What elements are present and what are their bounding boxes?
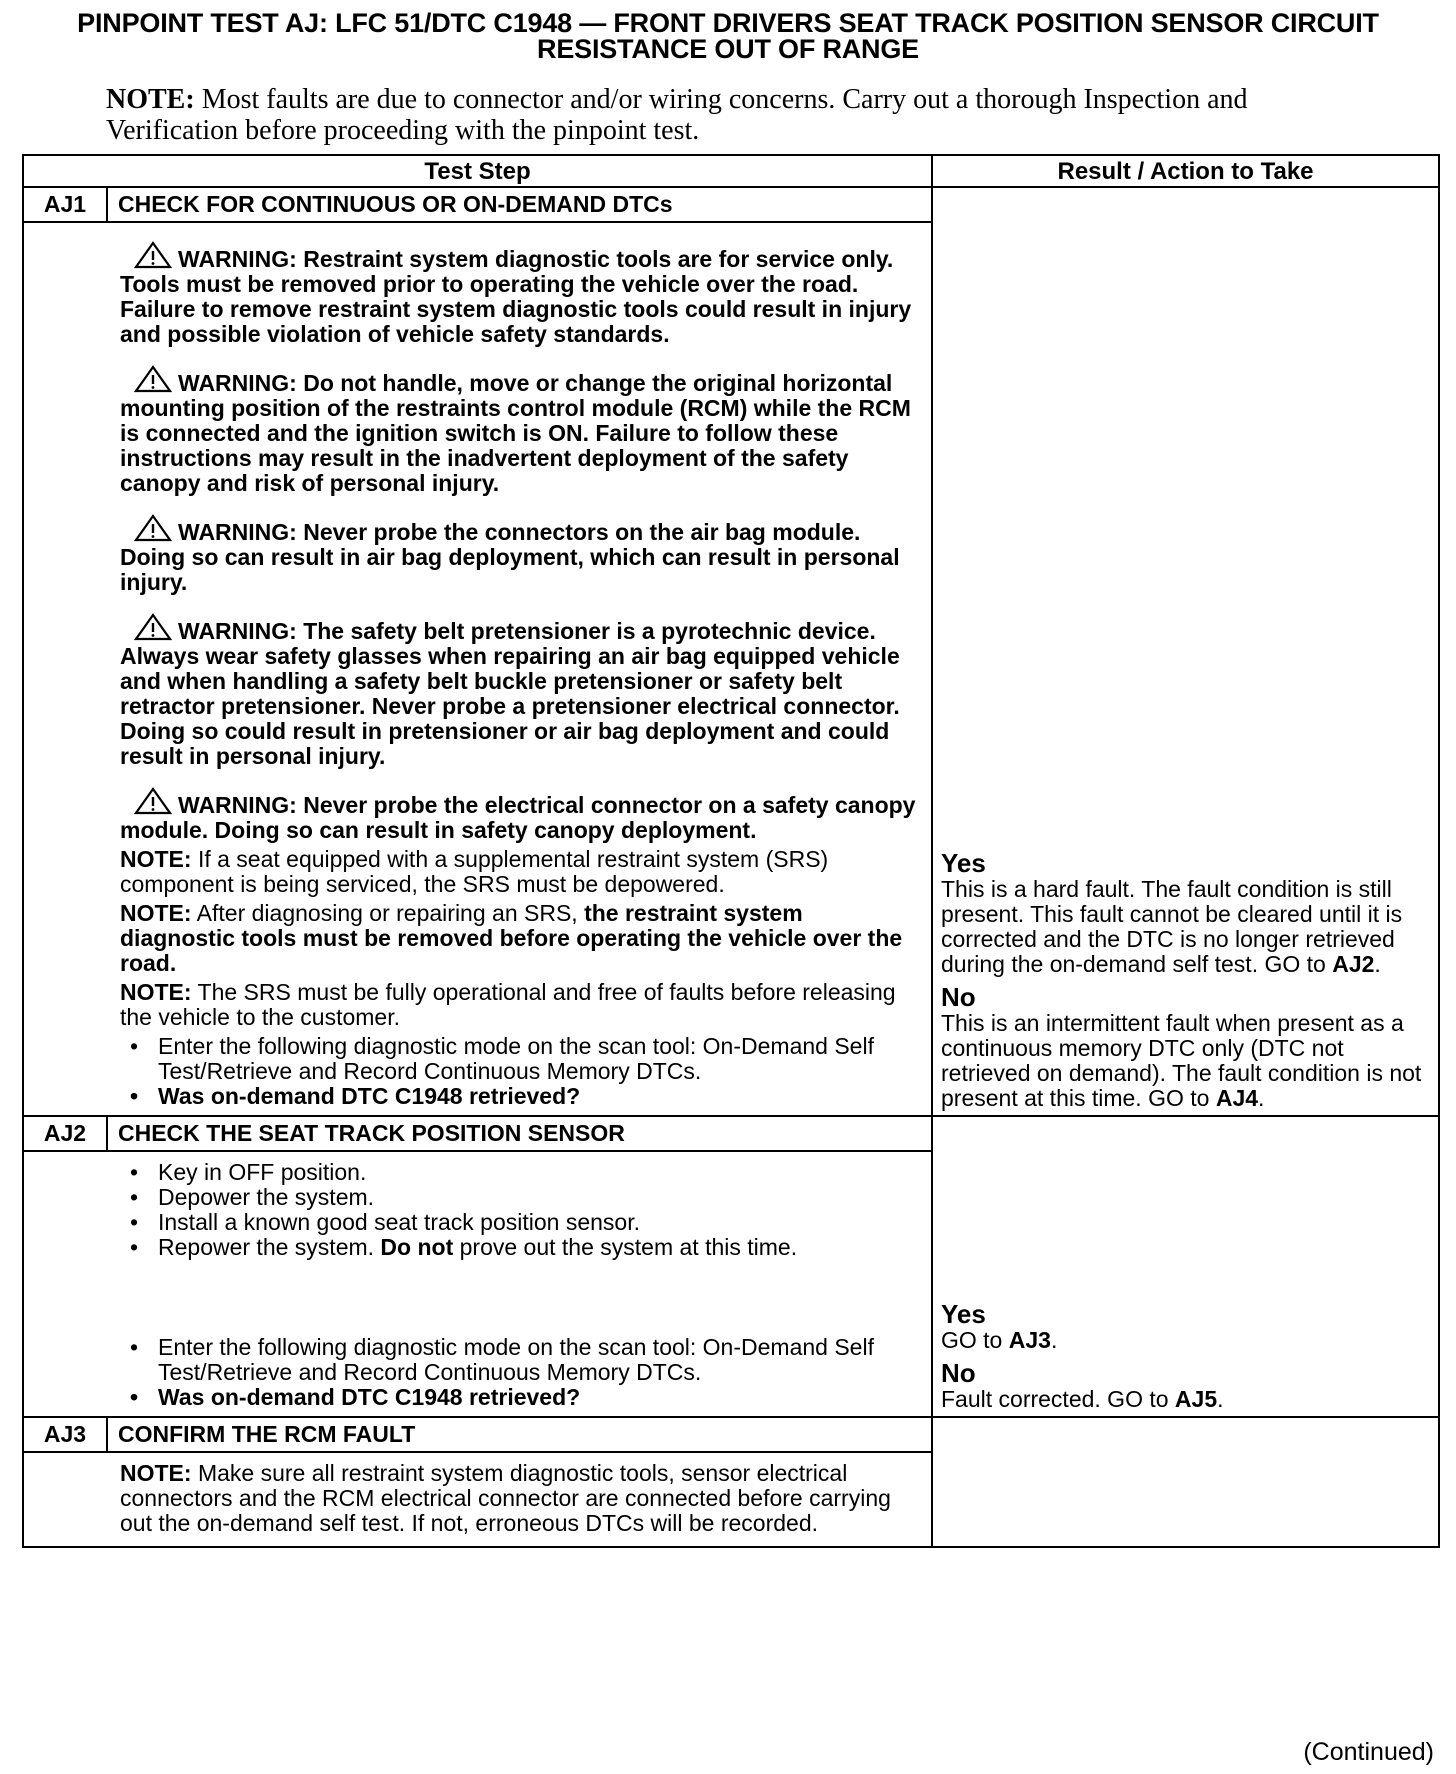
- aj2-step-title: CHECK THE SEAT TRACK POSITION SENSOR: [107, 1116, 932, 1151]
- warning-triangle-icon: [134, 514, 172, 542]
- warning-triangle-icon: [134, 613, 172, 641]
- aj1-no-goto: AJ4: [1215, 1085, 1259, 1111]
- aj2-bullet-6: • Was on-demand DTC C1948 retrieved?: [120, 1385, 919, 1410]
- aj3-result-cell: [932, 1417, 1439, 1547]
- aj1-yes-text: This is a hard fault. The fault condition is still present. This fault cannot be cleared until it is corrected and the DTC is no longer retrieved during the on-demand self test. GO to AJ2.: [941, 876, 1403, 977]
- aj1-no-text: This is an intermittent fault when present as a continuous memory DTC only (DTC not retrieved on demand). The fault condition is not present at this time. GO to AJ4.: [941, 1010, 1422, 1111]
- aj1-yes-label: Yes: [941, 848, 986, 878]
- aj1-no-label: No: [941, 982, 976, 1012]
- table-header-row: [23, 155, 1439, 187]
- intro-note: [106, 84, 1386, 146]
- aj1-bullet-list: [120, 1034, 919, 1109]
- title-line-1: PINPOINT TEST AJ: LFC 51/DTC C1948 — FRONT DRIVERS SEAT TRACK POSITION SENSOR CIRCUIT: [77, 8, 1379, 38]
- intro-note-text: Most faults are due to connector and/or wiring concerns. Carry out a thorough Inspection and Verification before proceeding with the pinpoint test.: [106, 84, 1248, 146]
- aj1-bullet-1: • Enter the following diagnostic mode on the scan tool: On-Demand Self Test/Retrieve and Record Continuous Memory DTCs.: [120, 1034, 919, 1084]
- aj2-bullet-list-2: [120, 1335, 919, 1410]
- page-title: [0, 10, 1456, 62]
- aj1-result-cell: [932, 187, 1439, 1116]
- pinpoint-test-table: [22, 154, 1440, 1548]
- aj2-result-cell: [932, 1116, 1439, 1417]
- aj3-body: [23, 1452, 932, 1547]
- aj2-yes-goto: AJ3: [1008, 1327, 1051, 1353]
- aj3-title-row: [23, 1417, 1439, 1452]
- aj3-note: NOTE: Make sure all restraint system diagnostic tools, sensor electrical connectors and the RCM electrical connector are connected before carrying out the on-demand self test. If not, erroneous DTCs will be recorded.: [120, 1460, 891, 1536]
- aj1-note-3: NOTE: The SRS must be fully operational and free of faults before releasing the vehicle to the customer.: [120, 979, 896, 1030]
- aj1-body: [23, 222, 932, 1116]
- aj1-note-1: NOTE: If a seat equipped with a supplemental restraint system (SRS) component is being serviced, the SRS must be depowered.: [120, 846, 829, 897]
- aj1-title-row: [23, 187, 1439, 222]
- aj2-no-goto: AJ5: [1174, 1386, 1218, 1412]
- aj2-body: [23, 1151, 932, 1417]
- aj2-yes-text: GO to AJ3.: [941, 1327, 1058, 1353]
- aj2-bullet-3: • Install a known good seat track position sensor.: [120, 1210, 919, 1235]
- aj3-step-title: CONFIRM THE RCM FAULT: [107, 1417, 932, 1452]
- aj1-note-2: NOTE: After diagnosing or repairing an SRS, the restraint system diagnostic tools must be removed before operating the vehicle over the road.: [120, 900, 903, 976]
- aj1-warning-1: WARNING: Restraint system diagnostic tools are for service only. Tools must be removed prior to operating the vehicle over the road. Failure to remove restraint system diagnostic tools could result in injury and possible violation of vehicle safety standards.: [120, 241, 919, 347]
- aj2-bullet-4: • Repower the system. Do not prove out the system at this time.: [120, 1235, 919, 1260]
- aj1-warning-4: WARNING: The safety belt pretensioner is a pyrotechnic device. Always wear safety glasses when repairing an air bag equipped vehicle and when handling a safety belt buckle pretensioner or safety belt retractor pretensioner. Never probe a pretensioner electrical connector. Doing so could result in pretensioner or air bag deployment and could result in personal injury.: [120, 613, 919, 769]
- aj2-step-id: AJ2: [23, 1116, 107, 1151]
- warning-triangle-icon: [134, 365, 172, 393]
- header-test-step: Test Step: [23, 155, 932, 187]
- continued-label: (Continued): [1303, 1738, 1434, 1766]
- aj1-warning-5: WARNING: Never probe the electrical connector on a safety canopy module. Doing so can result in safety canopy deployment.: [120, 787, 919, 843]
- aj2-bullet-5: • Enter the following diagnostic mode on the scan tool: On-Demand Self Test/Retrieve and Record Continuous Memory DTCs.: [120, 1335, 919, 1385]
- aj2-yes-label: Yes: [941, 1299, 986, 1329]
- aj1-step-id: AJ1: [23, 187, 107, 222]
- warning-triangle-icon: [134, 241, 172, 269]
- aj2-title-row: [23, 1116, 1439, 1151]
- title-line-2: RESISTANCE OUT OF RANGE: [537, 34, 919, 64]
- aj1-step-title: CHECK FOR CONTINUOUS OR ON-DEMAND DTCs: [107, 187, 932, 222]
- aj1-warning-2: WARNING: Do not handle, move or change the original horizontal mounting position of the restraints control module (RCM) while the RCM is connected and the ignition switch is ON. Failure to follow these instructions may result in the inadvertent deployment of the safety canopy and risk of personal injury.: [120, 365, 919, 496]
- aj1-yes-goto: AJ2: [1332, 951, 1375, 977]
- aj3-step-id: AJ3: [23, 1417, 107, 1452]
- aj1-bullet-2: • Was on-demand DTC C1948 retrieved?: [120, 1084, 919, 1109]
- aj2-no-label: No: [941, 1358, 976, 1388]
- aj1-warning-3: WARNING: Never probe the connectors on the air bag module. Doing so can result in air bag deployment, which can result in personal injury.: [120, 514, 919, 595]
- warning-triangle-icon: [134, 787, 172, 815]
- header-result: Result / Action to Take: [932, 155, 1439, 187]
- intro-note-label: NOTE:: [106, 84, 195, 115]
- aj2-bullet-1: • Key in OFF position.: [120, 1160, 919, 1185]
- aj2-bullet-2: • Depower the system.: [120, 1185, 919, 1210]
- aj2-no-text: Fault corrected. GO to AJ5.: [941, 1386, 1224, 1412]
- aj2-bullet-list-1: [120, 1160, 919, 1260]
